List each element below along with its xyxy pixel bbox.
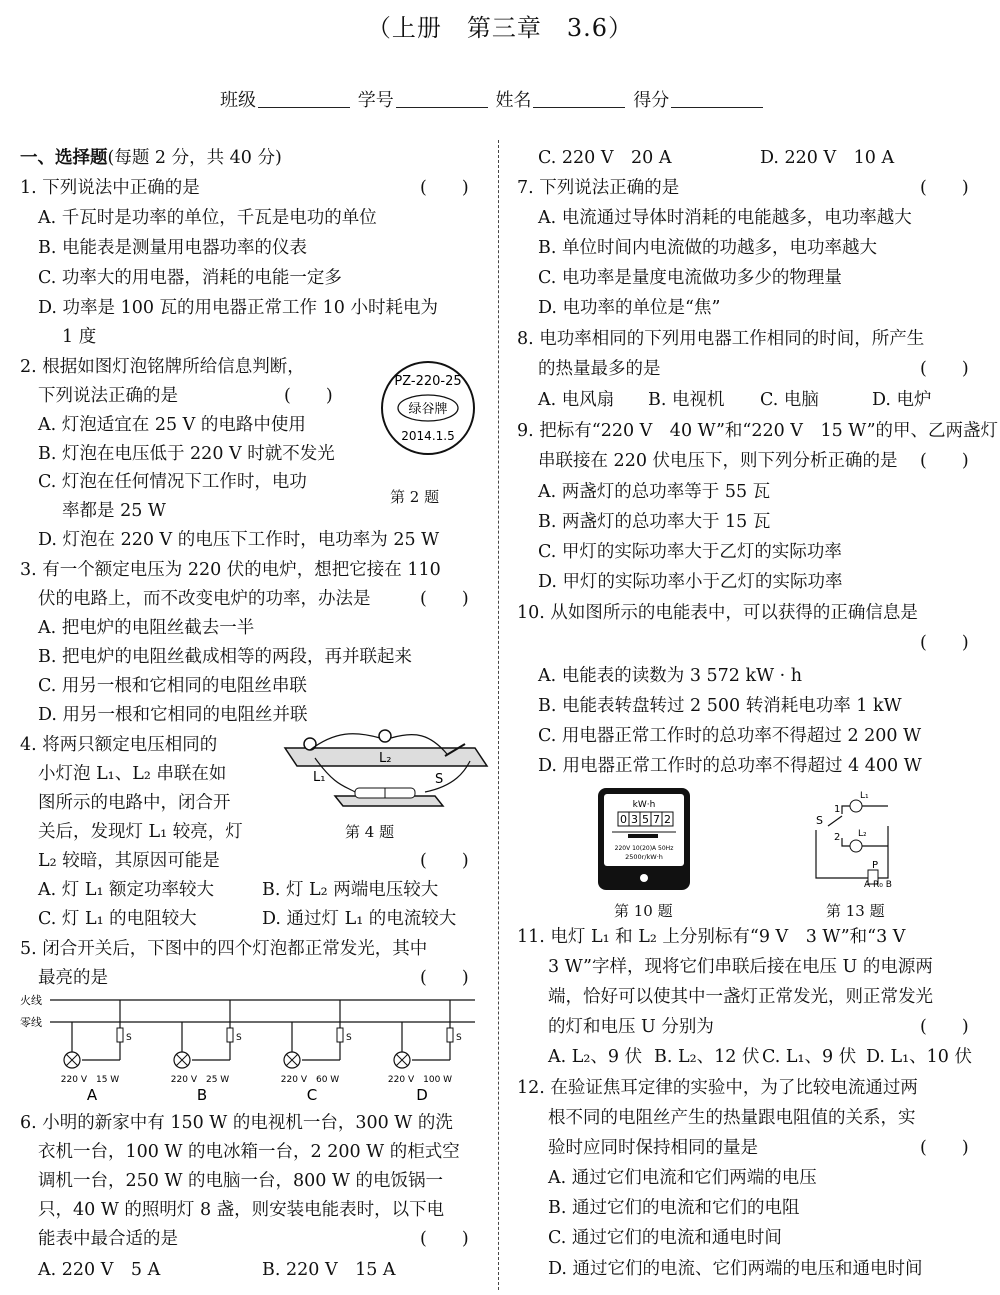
q4-stem-4: 关后，发现灯 L₁ 较亮，灯	[38, 822, 243, 842]
q6-stem-4: 只，40 W 的照明灯 8 盏，则安装电能表时，以下电	[38, 1200, 445, 1220]
section-title: 一、选择题(每题 2 分，共 40 分)	[20, 148, 282, 168]
q2-option-c: C. 灯泡在任何情况下工作时，电功	[38, 472, 307, 492]
lamp-option-label: A	[86, 1086, 98, 1104]
name-label: 姓名	[495, 90, 532, 111]
lamp-branch-4	[388, 1000, 462, 1104]
label-s: S	[435, 772, 444, 787]
q8-option-d: D. 电炉	[872, 390, 932, 410]
q8-option-a: A. 电风扇	[538, 390, 615, 410]
bulb-nameplate-figure	[378, 360, 478, 472]
label-l2: L₂	[379, 751, 392, 766]
label-l1: L₁	[313, 770, 326, 785]
column-divider	[498, 140, 499, 1290]
page-title: （上册 第三章 3.6）	[366, 14, 634, 42]
q11-stem: 11. 电灯 L₁ 和 L₂ 上分别标有“9 V 3 W”和“3 V	[517, 927, 906, 947]
q3-option-c: C. 用另一根和它相同的电阻丝串联	[38, 676, 307, 696]
q2-figure-caption: 第 2 题	[390, 488, 440, 506]
q10-option-d: D. 用电器正常工作时的总功率不得超过 4 400 W	[538, 756, 922, 776]
q11-option-d: D. L₁、10 伏	[866, 1047, 972, 1067]
plate-model: PZ-220-25	[394, 374, 462, 389]
q4-stem-3: 图所示的电路中，闭合开	[38, 793, 231, 813]
switch-label: S	[236, 1033, 242, 1043]
q13-label-l2: L₂	[858, 829, 867, 839]
plate-date: 2014.1.5	[401, 429, 455, 443]
lamp-rating: 220 V 15 W	[60, 1075, 120, 1085]
q2-option-c-cont: 率都是 25 W	[62, 501, 166, 521]
q2-option-b: B. 灯泡在电压低于 220 V 时就不发光	[38, 444, 335, 464]
lamp-rating: 220 V 60 W	[280, 1075, 340, 1085]
switch-icon	[227, 1028, 233, 1042]
q13-lamp-l2-icon	[850, 840, 862, 852]
q12-option-a: A. 通过它们电流和它们两端的电压	[548, 1168, 817, 1188]
meter-digit: 2	[664, 813, 671, 826]
switch-icon	[117, 1028, 123, 1042]
meter-screw-icon	[640, 874, 648, 882]
q6-option-b: B. 220 V 15 A	[262, 1260, 396, 1280]
q10-option-b: B. 电能表转盘转过 2 500 转消耗电功率 1 kW	[538, 696, 902, 716]
q6-stem-5: 能表中最合适的是	[38, 1229, 178, 1249]
q9-stem: 9. 把标有“220 V 40 W”和“220 V 15 W”的甲、乙两盏灯	[517, 421, 999, 441]
q1-option-d: D. 功率是 100 瓦的用电器正常工作 10 小时耗电为	[38, 298, 438, 318]
score-label: 得分	[633, 90, 670, 111]
name-blank[interactable]	[533, 89, 625, 108]
q9-answer-bracket[interactable]: ( )	[920, 451, 969, 471]
q1-answer-bracket[interactable]: ( )	[420, 178, 469, 198]
q8-answer-bracket[interactable]: ( )	[920, 359, 969, 379]
q8-option-c: C. 电脑	[760, 390, 819, 410]
q8-stem: 8. 电功率相同的下列用电器工作相同的时间，所产生	[517, 329, 925, 349]
q11-option-c: C. L₁、9 伏	[762, 1047, 857, 1067]
q9-option-b: B. 两盏灯的总功率大于 15 瓦	[538, 512, 771, 532]
switch-label: S	[126, 1033, 132, 1043]
q2-stem: 2. 根据如图灯泡铭牌所给信息判断，	[20, 357, 305, 377]
series-circuit-figure	[275, 726, 487, 816]
lamp-rating: 220 V 100 W	[387, 1075, 453, 1085]
q12-stem-2: 根不同的电阻丝产生的热量跟电阻值的关系，实	[548, 1108, 916, 1128]
q2-stem-cont: 下列说法正确的是	[38, 386, 178, 406]
energy-meter-figure	[598, 788, 690, 890]
meter-digit: 3	[631, 813, 638, 826]
q7-option-b: B. 单位时间内电流做的功越多，电功率越大	[538, 238, 877, 258]
q12-option-c: C. 通过它们的电流和通电时间	[548, 1228, 782, 1248]
q9-option-d: D. 甲灯的实际功率小于乙灯的实际功率	[538, 572, 843, 592]
meter-unit: kW·h	[632, 800, 656, 810]
q6-option-a: A. 220 V 5 A	[38, 1260, 161, 1280]
q6-option-d: D. 220 V 10 A	[760, 148, 895, 168]
q4-stem-5: L₂ 较暗，其原因可能是	[38, 851, 220, 871]
q7-option-a: A. 电流通过导体时消耗的电能越多，电功率越大	[538, 208, 912, 228]
q12-answer-bracket[interactable]: ( )	[920, 1138, 969, 1158]
switch-label: S	[346, 1033, 352, 1043]
live-wire-label: 火线	[20, 994, 42, 1007]
bulb-l1-icon	[304, 738, 316, 750]
id-blank[interactable]	[396, 89, 488, 108]
q4-figure-caption: 第 4 题	[345, 823, 395, 841]
meter-spec-2: 2500r/kW·h	[625, 853, 663, 861]
q3-option-b: B. 把电炉的电阻丝截成相等的两段，再并联起来	[38, 647, 412, 667]
neutral-wire-label: 零线	[20, 1016, 42, 1029]
q13-label-ab: A R₀ B	[864, 880, 892, 890]
q12-option-b: B. 通过它们的电流和它们的电阻	[548, 1198, 800, 1218]
q11-option-a: A. L₂、9 伏	[548, 1047, 643, 1067]
q6-stem-2: 衣机一台，100 W 的电冰箱一台，2 200 W 的柜式空	[38, 1142, 460, 1162]
q8-stem-cont: 的热量最多的是	[538, 359, 661, 379]
plate-brand: 绿谷牌	[408, 402, 448, 417]
q2-answer-bracket[interactable]: ( )	[284, 386, 333, 406]
q12-stem-3: 验时应同时保持相同的量是	[548, 1138, 758, 1158]
switch-icon	[447, 1028, 453, 1042]
meter-digit: 5	[642, 813, 649, 826]
q2-option-a: A. 灯泡适宜在 25 V 的电路中使用	[38, 415, 306, 435]
q2-option-d: D. 灯泡在 220 V 的电压下工作时，电功率为 25 W	[38, 530, 440, 550]
q13-lamp-l1-icon	[850, 800, 862, 812]
q5-answer-bracket[interactable]: ( )	[420, 968, 469, 988]
q11-answer-bracket[interactable]: ( )	[920, 1017, 969, 1037]
q11-stem-3: 端，恰好可以使其中一盏灯正常发光，则正常发光	[548, 987, 933, 1007]
q13-label-p: P	[872, 860, 879, 871]
q7-option-c: C. 电功率是量度电流做功多少的物理量	[538, 268, 842, 288]
q13-circuit-figure	[808, 786, 908, 890]
q9-option-a: A. 两盏灯的总功率等于 55 瓦	[538, 482, 771, 502]
q5-stem-cont: 最亮的是	[38, 968, 108, 988]
q3-stem: 3. 有一个额定电压为 220 伏的电炉，想把它接在 110	[20, 560, 441, 580]
lamp-option-label: C	[306, 1086, 318, 1104]
q4-option-d: D. 通过灯 L₁ 的电流较大	[262, 909, 457, 929]
q3-option-a: A. 把电炉的电阻丝截去一半	[38, 618, 255, 638]
q3-answer-bracket[interactable]: ( )	[420, 589, 469, 609]
q7-answer-bracket[interactable]: ( )	[920, 178, 969, 198]
q13-label-s: S	[816, 814, 823, 827]
q13-label-2: 2	[834, 832, 841, 843]
q1-option-b: B. 电能表是测量用电器功率的仪表	[38, 238, 307, 258]
q1-option-c: C. 功率大的用电器，消耗的电能一定多	[38, 268, 342, 288]
q6-stem-3: 调机一台，250 W 的电脑一台，800 W 的电饭锅一	[38, 1171, 444, 1191]
q13-label-l1: L₁	[860, 791, 869, 801]
household-circuit-figure	[20, 990, 480, 1105]
q6-stem: 6. 小明的新家中有 150 W 的电视机一台，300 W 的洗	[20, 1113, 453, 1133]
q12-option-d: D. 通过它们的电流、它们两端的电压和通电时间	[548, 1259, 923, 1279]
switch-icon	[337, 1028, 343, 1042]
q4-stem: 4. 将两只额定电压相同的	[20, 735, 218, 755]
q4-option-c: C. 灯 L₁ 的电阻较大	[38, 909, 197, 929]
q1-option-a: A. 千瓦时是功率的单位，千瓦是电功的单位	[38, 208, 377, 228]
q6-option-c: C. 220 V 20 A	[538, 148, 672, 168]
lamp-branch-1	[61, 1000, 132, 1104]
q3-stem-cont: 伏的电路上，而不改变电炉的功率，办法是	[38, 589, 371, 609]
q10-figure-caption: 第 10 题	[614, 902, 673, 920]
meter-digit: 0	[620, 813, 627, 826]
q7-stem: 7. 下列说法正确的是	[517, 178, 680, 198]
q10-option-a: A. 电能表的读数为 3 572 kW · h	[538, 666, 803, 686]
meter-digit: 7	[653, 813, 660, 826]
q11-option-b: B. L₂、12 伏	[654, 1047, 760, 1067]
q9-option-c: C. 甲灯的实际功率大于乙灯的实际功率	[538, 542, 842, 562]
q8-option-b: B. 电视机	[648, 390, 725, 410]
q10-stem: 10. 从如图所示的电能表中，可以获得的正确信息是	[517, 603, 918, 623]
q11-stem-2: 3 W”字样，现将它们串联后接在电压 U 的电源两	[548, 957, 933, 977]
class-label: 班级	[220, 90, 256, 111]
q4-option-a: A. 灯 L₁ 额定功率较大	[38, 880, 215, 900]
q4-answer-bracket[interactable]: ( )	[420, 851, 469, 871]
q12-stem: 12. 在验证焦耳定律的实验中，为了比较电流通过两	[517, 1078, 918, 1098]
bulb-l2-icon	[379, 730, 391, 742]
q10-answer-bracket[interactable]: ( )	[920, 633, 969, 653]
student-info-row	[220, 86, 765, 112]
q1-option-d-cont: 1 度	[62, 327, 97, 347]
q4-option-b: B. 灯 L₂ 两端电压较大	[262, 880, 439, 900]
q4-stem-2: 小灯泡 L₁、L₂ 串联在如	[38, 764, 227, 784]
q11-stem-4: 的灯和电压 U 分别为	[548, 1017, 714, 1037]
q5-stem: 5. 闭合开关后，下图中的四个灯泡都正常发光，其中	[20, 939, 428, 959]
meter-spec-1: 220V 10(20)A 50Hz	[614, 845, 674, 852]
lamp-option-label: B	[196, 1086, 208, 1104]
q9-stem-cont: 串联接在 220 伏电压下，则下列分析正确的是	[538, 451, 898, 471]
q6-answer-bracket[interactable]: ( )	[420, 1229, 469, 1249]
id-label: 学号	[357, 90, 394, 111]
class-blank[interactable]	[258, 89, 350, 108]
q7-option-d: D. 电功率的单位是“焦”	[538, 298, 721, 318]
lamp-branch-2	[171, 1000, 242, 1104]
q1-stem: 1. 下列说法中正确的是	[20, 178, 200, 198]
switch-label: S	[456, 1033, 462, 1043]
score-blank[interactable]	[671, 89, 763, 108]
q13-figure-caption: 第 13 题	[826, 902, 885, 920]
lamp-rating: 220 V 25 W	[170, 1075, 230, 1085]
q13-label-1: 1	[834, 804, 841, 815]
lamp-branch-3	[281, 1000, 352, 1104]
q3-option-d: D. 用另一根和它相同的电阻丝并联	[38, 705, 308, 725]
q10-option-c: C. 用电器正常工作时的总功率不得超过 2 200 W	[538, 726, 922, 746]
lamp-option-label: D	[416, 1086, 428, 1104]
